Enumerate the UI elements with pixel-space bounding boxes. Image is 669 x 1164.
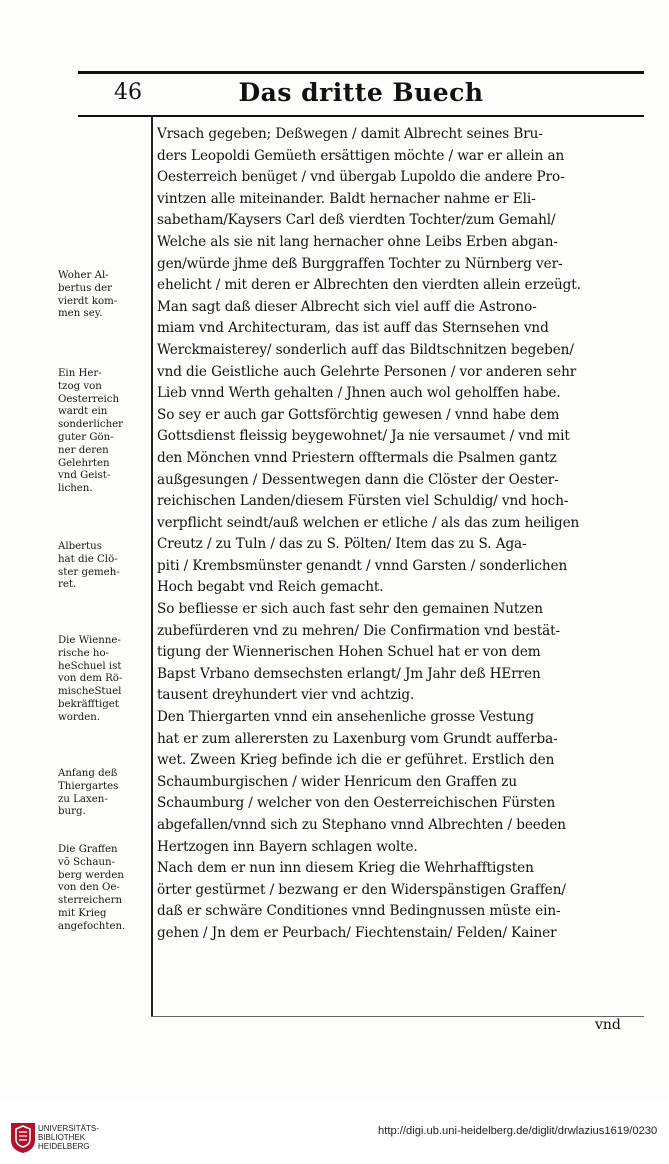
text-line: ders Leopoldi Gemüeth ersättigen möchte / war er allein an	[157, 147, 565, 164]
marginal-note-line: guter Gön-	[58, 431, 114, 443]
marginal-note-line: Anfang deß	[58, 768, 118, 779]
page-header	[78, 76, 644, 116]
marginal-note-line: Ein Her-	[58, 368, 102, 379]
margin-column-rule	[151, 117, 153, 1016]
text-line: sabetham/Kaysers Carl deß vierdten Tochter/zum Gemahl/	[157, 212, 556, 229]
marginal-note-line: burg.	[58, 806, 86, 818]
text-line: reichischen Landen/diesem Fürsten viel Schuldig/ vnd hoch-	[157, 493, 569, 510]
marginal-note-line: zu Laxen-	[58, 793, 108, 805]
text-line: Gottsdienst fleissig beygewohnet/ Ja nie versaumet / vnd mit	[157, 428, 570, 445]
header-top-rule	[78, 71, 644, 74]
marginal-note-line: berg werden	[58, 869, 124, 881]
text-line: gen/würde jhme deß Burggraffen Tochter zu Nürnberg ver-	[157, 255, 563, 272]
marginal-note-line: mit Krieg	[58, 907, 107, 919]
text-line: hat er zum allerersten zu Laxenburg vom Grundt aufferba-	[157, 730, 558, 747]
marginal-note-line: von den Oe-	[58, 882, 120, 894]
marginal-note-line: võ Schaun-	[58, 856, 116, 868]
marginal-note-line: men sey.	[58, 308, 103, 320]
text-line: piti / Krembsmünster genandt / vnnd Garsten / sonderlichen	[157, 557, 568, 574]
marginal-note-line: Gelehrten	[58, 457, 110, 469]
marginal-note-line: ner deren	[58, 444, 109, 456]
marginal-note	[58, 541, 149, 592]
marginal-note-line: sonderlicher	[58, 419, 124, 431]
text-line: Nach dem er nun inn diesem Krieg die Wehrhafftigsten	[157, 860, 534, 877]
marginal-note-line: ret.	[58, 579, 77, 591]
main-text-block	[157, 124, 638, 945]
marginal-note-line: lichen.	[58, 483, 93, 495]
text-line: verpflicht seindt/auß welchen er etliche / als das zum heiligen	[157, 514, 580, 531]
marginal-note-line: mischeStuel	[58, 686, 122, 698]
marginal-note-line: Die Wienne-	[58, 635, 121, 646]
text-line: Schaumburgischen / wider Henricum den Graffen zu	[157, 773, 518, 790]
bottom-rule	[151, 1016, 644, 1017]
marginal-note-line: heSchuel ist	[58, 660, 122, 672]
marginal-note-line: wardt ein	[58, 406, 108, 418]
text-line: Welche als sie nit lang hernacher ohne Leibs Erben abgan-	[157, 233, 558, 250]
text-line: Hertzogen inn Bayern schlagen wolte.	[157, 838, 418, 855]
text-line: tausent dreyhundert vier vnd achtzig.	[157, 687, 415, 704]
text-line: daß er schwäre Conditiones vnnd Bedingnussen müste ein-	[157, 903, 561, 920]
text-line: Hoch begabt vnd Reich gemacht.	[157, 579, 384, 596]
marginal-note	[58, 844, 149, 934]
marginal-note-line: angefochten.	[58, 920, 126, 932]
text-line: So sey er auch gar Gottsförchtig gewesen / vnnd habe dem	[157, 406, 560, 423]
text-line: wet. Zween Krieg befinde ich die er geführet. Erstlich den	[157, 752, 555, 769]
library-name: UNIVERSITÄTS- BIBLIOTHEK HEIDELBERG	[38, 1124, 99, 1151]
text-line: Oesterreich benüget / vnd übergab Lupoldo die andere Pro-	[157, 169, 565, 186]
catchword: vnd	[595, 1017, 621, 1033]
text-line: vnd die Geistliche auch Gelehrte Personen / vor anderen sehr	[157, 363, 577, 380]
marginal-note-line: Die Graffen	[58, 844, 118, 855]
marginal-note-line: sterreichern	[58, 895, 123, 907]
text-line: So befliesse er sich auch fast sehr den gemainen Nutzen	[157, 601, 543, 618]
marginal-note-line: rische ho-	[58, 647, 110, 659]
text-line: vintzen alle miteinander. Baldt hernacher nahme er Eli-	[157, 190, 536, 207]
marginal-note-line: Woher Al-	[58, 270, 109, 281]
running-title: Das dritte Buech	[238, 78, 484, 107]
text-line: Creutz / zu Tuln / das zu S. Pölten/ Item das zu S. Aga-	[157, 536, 527, 553]
source-url[interactable]: http://digi.ub.uni-heidelberg.de/diglit/drwlazius1619/0230	[378, 1125, 658, 1137]
marginal-note	[58, 635, 149, 725]
marginal-note	[58, 768, 149, 819]
text-line: Vrsach gegeben; Deßwegen / damit Albrecht seines Bru-	[157, 126, 543, 142]
marginal-note-line: Oesterreich	[58, 393, 120, 405]
text-line: zubefürderen vnd zu mehren/ Die Confirmation vnd bestät-	[157, 622, 560, 639]
header-bottom-rule	[78, 115, 644, 117]
marginal-note	[58, 270, 149, 321]
text-line: örter gestürmet / bezwang er den Widerspänstigen Graffen/	[157, 881, 566, 898]
marginal-note-line: ster gemeh-	[58, 566, 120, 578]
marginal-note	[58, 368, 149, 496]
text-line: miam vnd Architecturam, das ist auff das Sternsehen vnd	[157, 320, 549, 337]
marginal-note-line: worden.	[58, 711, 101, 723]
text-line: Lieb vnnd Werth gehalten / Jhnen auch wol geholffen habe.	[157, 385, 561, 402]
text-line: Bapst Vrbano demsechsten erlangt/ Jm Jahr deß HErren	[157, 665, 541, 682]
marginal-note-line: vierdt kom-	[58, 295, 118, 307]
text-line: gehen / Jn dem er Peurbach/ Fiechtenstain/ Felden/ Kainer	[157, 924, 557, 941]
text-line: abgefallen/vnnd sich zu Stephano vnnd Albrechten / beeden	[157, 817, 566, 833]
marginal-note-line: tzog von	[58, 380, 102, 392]
university-seal-icon	[8, 1120, 38, 1154]
text-line: außgesungen / Dessentwegen dann die Clöster der Oester-	[157, 471, 559, 488]
text-line: Den Thiergarten vnnd ein ansehenliche grosse Vestung	[157, 709, 534, 726]
text-line: Schaumburg / welcher von den Oesterreichischen Fürsten	[157, 795, 556, 812]
marginal-note-line: bekräfftiget	[58, 698, 119, 710]
text-line: Werckmaisterey/ sonderlich auff das Bildtschnitzen begeben/	[157, 341, 574, 358]
marginal-note-line: bertus der	[58, 282, 112, 294]
marginal-note-line: vnd Geist-	[58, 470, 111, 482]
text-line: tigung der Wiennerischen Hohen Schuel hat er von dem	[157, 644, 541, 661]
text-line: den Mönchen vnnd Priestern offtermals die Psalmen gantz	[157, 449, 557, 466]
marginal-note-line: Thiergartes	[58, 780, 119, 792]
marginal-note-line: von dem Rö-	[58, 673, 123, 685]
text-line: Man sagt daß dieser Albrecht sich viel auff die Astrono-	[157, 298, 537, 315]
marginal-note-line: hat die Clö-	[58, 553, 118, 565]
text-line: ehelicht / mit deren er Albrechten den vierdten allein erzeügt.	[157, 277, 581, 294]
page-number: 46	[114, 80, 142, 105]
marginal-note-line: Albertus	[58, 541, 102, 552]
